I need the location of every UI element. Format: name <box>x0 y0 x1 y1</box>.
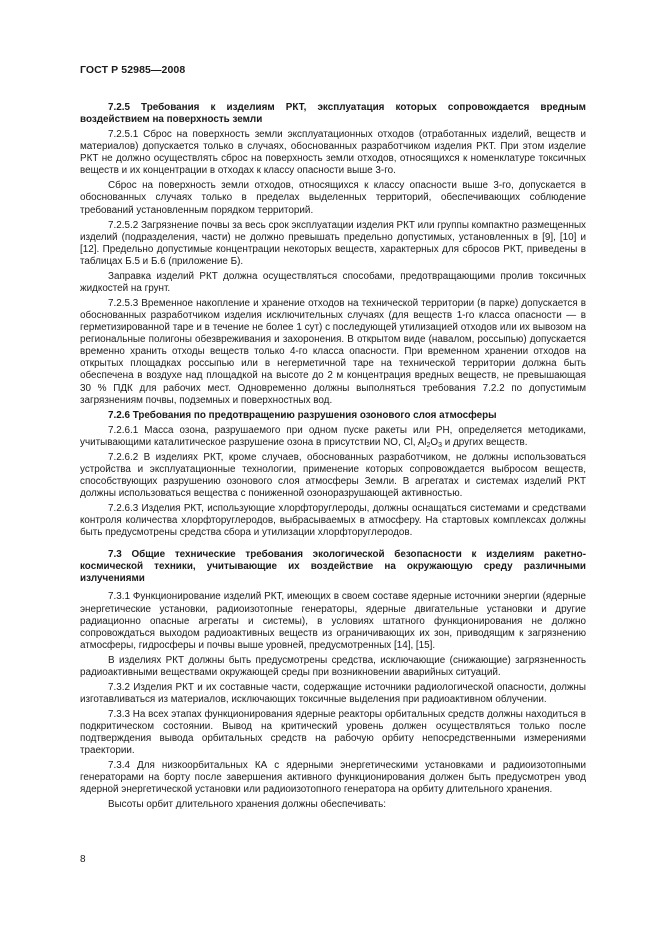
document-body <box>80 96 586 814</box>
formula-subscript-2: 3 <box>438 441 442 449</box>
formula-subscript-1: 2 <box>426 441 431 449</box>
paragraph: 7.3.4 Для низкоорбитальных КА с ядерными энергетическими установками и радиоизотопными генераторами на борту после завершения активного функционирования должен быть предусмотрен увод ядерной энергетической установки или радиоизотопного генератора на орбиту длительного хранения. <box>80 760 586 796</box>
paragraph: 7.2.5.1 Сброс на поверхность земли эксплуатационных отходов (отработанных изделий, веществ и материалов) допускается только в случаях, обоснованных разработчиком изделия РКТ. При этом изделие РКТ не должно осуществлять сброс на поверхность земли отходов, относящихся к номенклатуре токсичных веществ и их концентрации в отходах к классу опасности выше 3-го. <box>80 129 586 177</box>
section-heading: 7.2.5 Требования к изделиям РКТ, эксплуатация которых сопровождается вредным воздействием на поверхность земли <box>80 102 586 126</box>
paragraph: В изделиях РКТ должны быть предусмотрены средства, исключающие (снижающие) загрязненность радиоактивными веществами окружающей среды при возникновении аварийных ситуаций. <box>80 654 586 678</box>
formula-text-b: O <box>430 436 439 448</box>
standard-header: ГОСТ Р 52985—2008 <box>80 64 186 76</box>
paragraph: 7.2.6.3 Изделия РКТ, использующие хлорфторуглероды, должны оснащаться системами и средствами контроля количества хлорфторуглеродов, выбрасываемых в атмосферу. На стартовых комплексах должны быть предусмотрены средства сбора и утилизации хлорфторуглеродов. <box>80 502 586 539</box>
paragraph: 7.3.3 На всех этапах функционирования ядерные реакторы орбитальных средств должны находиться в подкритическом состоянии. Вывод на критический уровень должен осуществляться только после подтверждения вывода орбитальных средств на рабочую орбиту непосредственными измерениями траектории. <box>80 709 586 757</box>
paragraph: Высоты орбит длительного хранения должны обеспечивать: <box>108 799 386 811</box>
paragraph: 7.2.6.2 В изделиях РКТ, кроме случаев, обоснованных разработчиком, не должны использоваться устройства и эксплуатационные технологии, применение которых сопровождается выбросом веществ, способствующих разрушению озонового слоя атмосферы Земли. В агрегатах и системах изделий РКТ должны использоваться вещества с пониженной озоноразрушающей активностью. <box>80 451 586 499</box>
paragraph: 7.3.1 Функционирование изделий РКТ, имеющих в своем составе ядерные источники энергии (ядерные энергетические установки, радиоизотопные генераторы, ядерные двигательные установки и другие радиационно опасные агрегаты и системы), в условиях штатного функционирования не должно сопровождаться выходом радиоактивных веществ из ограничивающих их зон, приводящим к загрязнению атмосферы, гидросферы и почвы выше уровней, предусмотренных [14], [15]. <box>80 591 586 651</box>
paragraph: Сброс на поверхность земли отходов, относящихся к классу опасности выше 3-го, допускается в обоснованных случаях только в пределах выделенных территорий, обеспечивающих соблюдение требований установленным порядком территорий. <box>80 180 586 216</box>
paragraph: 7.3.2 Изделия РКТ и их составные части, содержащие источники радиологической опасности, должны изготавливаться из материалов, исключающих токсичные выделения при радиоактивном облучении. <box>80 681 586 706</box>
paragraph: 7.2.5.3 Временное накопление и хранение отходов на технической территории (в парке) допускается в обоснованных разработчиком изделия исключительных случаях (для веществ 1-го класса опасности — в герметизированной таре и в течение не более 1 сут) с последующей утилизацией отходов или их вывозом на региональные полигоны обезвреживания и захоронения. В открытом виде (навалом, россыпью) допускается временно хранить отходы веществ только 4-го класса опасности. При временном хранении отходов на открытых площадках россыпью или в негерметичной таре на технической территории должна быть обеспечена в воздухе над площадкой на высоте до 2 м концентрация вредных веществ, не превышающая 30 % ПДК для рабочих мест. Одновременно должны выполняться требования 7.2.2 по допустимым загрязнениям почвы, подземных и поверхностных вод. <box>80 297 586 406</box>
paragraph-with-formula <box>80 425 586 449</box>
section-heading: 7.2.6 Требования по предотвращению разрушения озонового слоя атмосферы <box>108 409 497 421</box>
formula-text-c: и других веществ. <box>442 436 528 448</box>
paragraph: Заправка изделий РКТ должна осуществляться способами, предотвращающими пролив токсичных жидкостей на грунт. <box>80 270 586 294</box>
paragraph: 7.2.5.2 Загрязнение почвы за весь срок эксплуатации изделия РКТ или группы компактно размещенных изделий (подразделения, части) не должно превышать предельно допустимых, установленных в [9], [10] и [12]. Предельно допустимые концентрации некоторых веществ, характерных для сбросов РКТ, приведены в таблицах Б.5 и Б.6 (приложение Б). <box>80 219 586 267</box>
formula-text-a: 7.2.6.1 Масса озона, разрушаемого при одном пуске ракеты или РН, определяется методиками, учитывающими каталитическое разрушение озона в присутствии NO, Cl, Al <box>80 424 586 448</box>
section-heading: 7.3 Общие технические требования экологической безопасности к изделиям ракетно-космической техники, учитывающие их воздействие на окружающую среду различными излучениями <box>80 549 586 585</box>
page-number: 8 <box>80 854 86 865</box>
